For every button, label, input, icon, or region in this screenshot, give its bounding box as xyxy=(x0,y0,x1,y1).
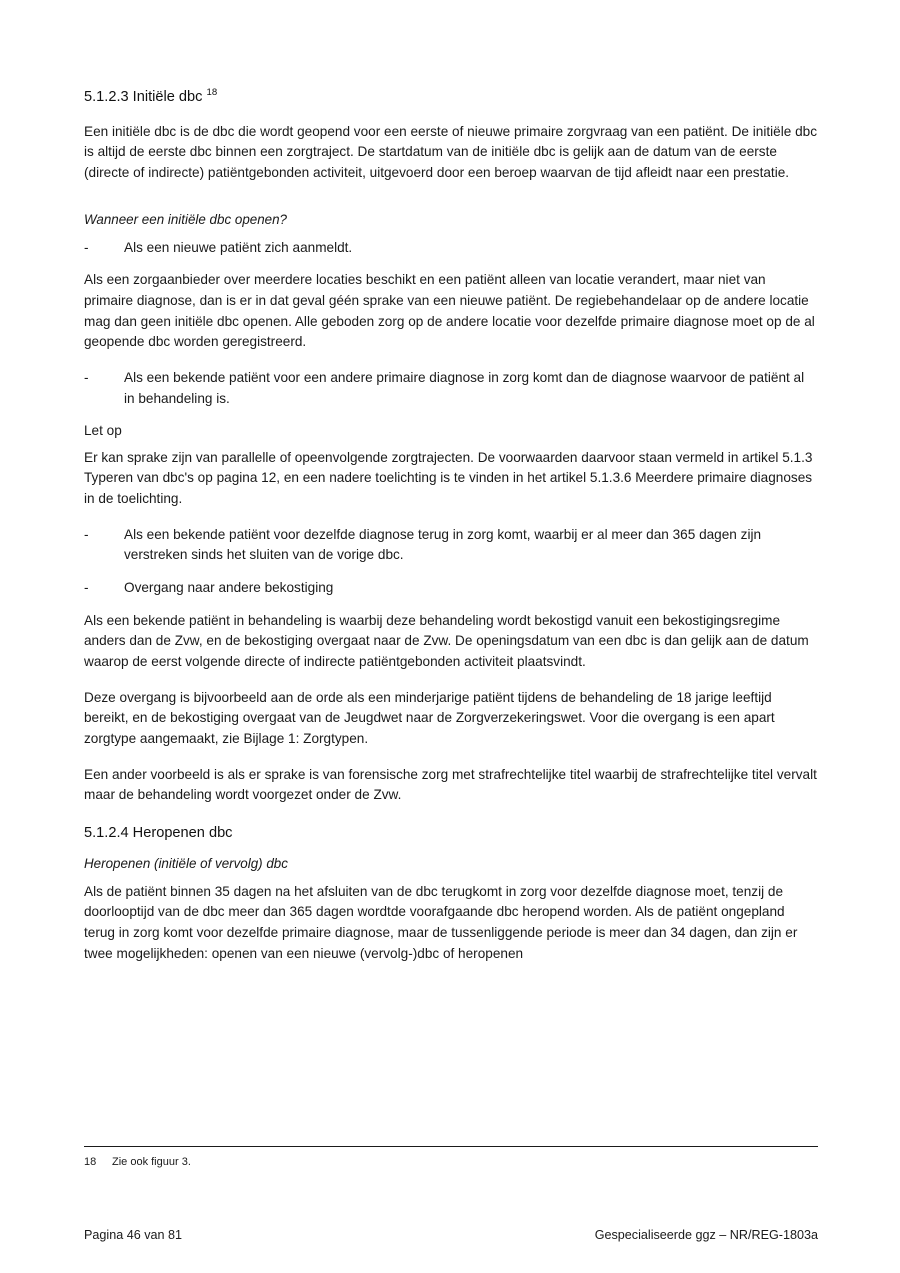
paragraph-heropenen-body: Als de patiënt binnen 35 dagen na het afsluiten van de dbc terugkomt in zorg voor dezelfde diagnose moet, tenzij de doorlooptijd van de dbc meer dan 365 dagen wordtde voorafgaande dbc heropend worden. Als de patiënt ongepland terug in zorg komt voor dezelfde primaire diagnose, maar de tussenliggende periode is meer dan 34 dagen, dan zijn er twee mogelijkheden: openen van een nieuwe (vervolg-)dbc of heropenen xyxy=(84,883,798,961)
paragraph-after-bullet-1: Als een zorgaanbieder over meerdere locaties beschikt en een patiënt alleen van locatie verandert, maar niet van primaire diagnose, dan is er in dat geval géén sprake van een nieuwe patiënt. De regiebehandelaar op de andere locatie mag dan geen initiële dbc openen. Alle geboden zorg op de andere locatie voor dezelfde primaire diagnose moet op de al geopende dbc worden geregistreerd. xyxy=(84,272,815,350)
bullet-list-3 xyxy=(84,525,818,566)
paragraph-other-example: Een ander voorbeeld is als er sprake is van forensische zorg met strafrechtelijke titel waarbij de strafrechtelijke titel vervalt maar de behandeling wordt voorgezet onder de Zvw. xyxy=(84,766,817,803)
paragraph-transition-example: Deze overgang is bijvoorbeeld aan de orde als een minderjarige patiënt tijdens de behandeling de 18 jarige leeftijd bereikt, en de bekostiging overgaat van de Jeugdwet naar de Zorgverzekeringswet. Voor die overgang is een apart zorgtype aangemaakt, zie Bijlage 1: Zorgtypen. xyxy=(84,689,775,746)
bullet-list-2 xyxy=(84,368,818,409)
bullet-list-1 xyxy=(84,238,818,259)
paragraph-intro: Een initiële dbc is de dbc die wordt geopend voor een eerste of nieuwe primaire zorgvraag van een patiënt. De initiële dbc is altijd de eerste dbc binnen een zorgtraject. De startdatum van de initiële dbc is gelijk aan de datum van de eerste (directe of indirecte) patiëntgebonden activiteit, uitgevoerd door een beroep waarvan de tijd afleidt naar een prestatie. xyxy=(84,123,818,180)
footer-page-number: Pagina 46 van 81 xyxy=(84,1228,183,1242)
list-item xyxy=(84,578,818,599)
paragraph-after-bullet-4: Als een bekende patiënt in behandeling is waarbij deze behandeling wordt bekostigd vanuit een bekostigingsregime anders dan de Zvw, en de bekostiging overgaat naar de Zvw. De openingsdatum van een dbc is dan gelijk aan de datum waarop de eerst volgende directe of indirecte patiëntgebonden activiteit plaatsvindt. xyxy=(84,612,809,669)
list-item xyxy=(84,368,818,409)
footnote-text: Zie ook figuur 3. xyxy=(112,1156,191,1168)
footnote xyxy=(84,1155,191,1170)
footer-document-code: Gespecialiseerde ggz – NR/REG-1803a xyxy=(594,1228,818,1242)
paragraph-let-op: Er kan sprake zijn van parallelle of opeenvolgende zorgtrajecten. De voorwaarden daarvoor staan vermeld in artikel 5.1.3 Typeren van dbc's op pagina 12, en een nadere toelichting is te vinden in het artikel 5.1.3.6 Meerdere primaire diagnoses in de toelichting. xyxy=(84,449,813,507)
list-item xyxy=(84,525,818,566)
dash-marker: - xyxy=(84,370,89,386)
list-item-label: Als een nieuwe patiënt zich aanmeldt. xyxy=(124,239,353,255)
section-heading-heropenen: 5.1.2.4 Heropenen dbc xyxy=(84,824,233,841)
footnote-divider xyxy=(84,1146,818,1147)
list-item-label: Als een bekende patiënt voor een andere primaire diagnose in zorg komt dan de diagnose waarvoor de patiënt al in behandeling is. xyxy=(124,370,805,406)
page-title xyxy=(84,88,818,108)
page-title-text: 5.1.2.3 Initiële dbc xyxy=(84,89,203,105)
page-footer xyxy=(84,1228,818,1242)
footnote-marker: 18 xyxy=(206,87,218,99)
dash-marker: - xyxy=(84,239,89,255)
subheading-let-op: Let op xyxy=(84,423,122,439)
dash-marker: - xyxy=(84,526,89,542)
list-item-label: Als een bekende patiënt voor dezelfde diagnose terug in zorg komt, waarbij er al meer dan 365 dagen zijn verstreken sinds het sluiten van de vorige dbc. xyxy=(124,526,762,563)
list-item-label: Overgang naar andere bekostiging xyxy=(124,580,334,596)
subheading-heropenen-italic: Heropenen (initiële of vervolg) dbc xyxy=(84,855,288,871)
bullet-list-4 xyxy=(84,578,818,599)
dash-marker: - xyxy=(84,580,89,596)
list-item xyxy=(84,238,818,259)
footnote-number: 18 xyxy=(84,1156,97,1168)
subheading-when-open: Wanneer een initiële dbc openen? xyxy=(84,211,287,227)
